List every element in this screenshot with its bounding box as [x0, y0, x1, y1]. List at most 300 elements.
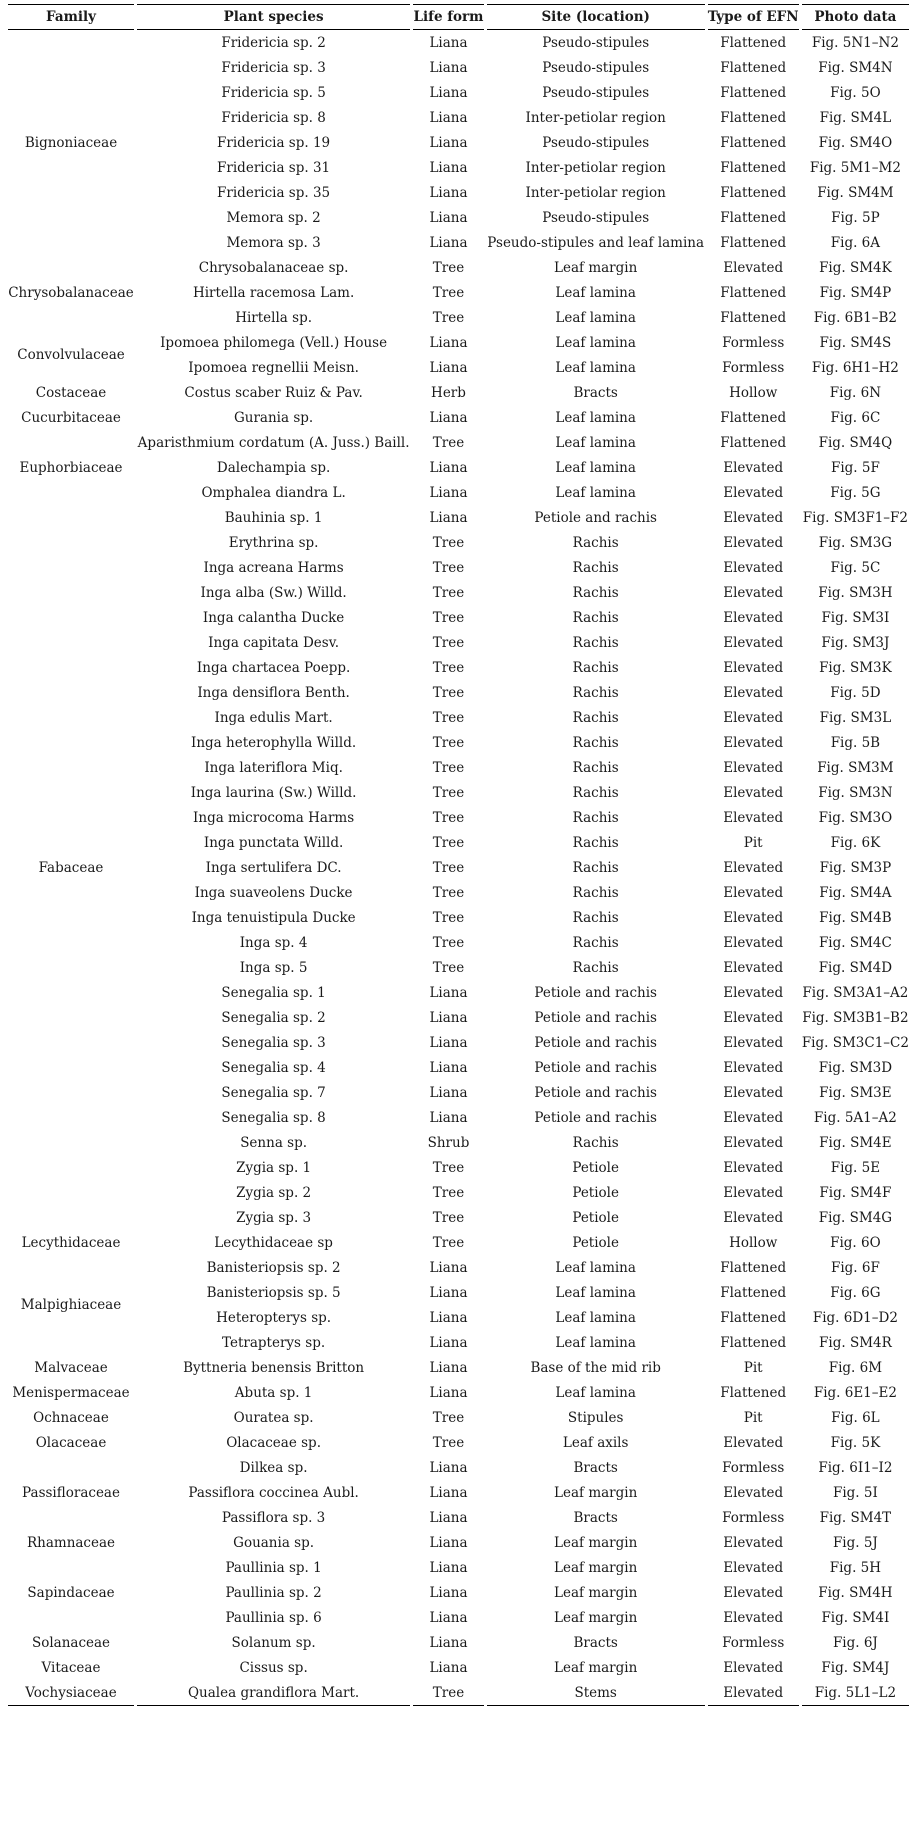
- efn-type-cell: Elevated: [723, 784, 784, 801]
- photo-data-cell: Fig. SM4A: [819, 884, 892, 901]
- species-cell: Inga microcoma Harms: [193, 809, 355, 826]
- species-cell: Ipomoea philomega (Vell.) House: [160, 334, 388, 351]
- life-form-cell: Tree: [432, 959, 465, 976]
- life-form-cell: Liana: [429, 1009, 468, 1026]
- site-cell: Rachis: [572, 809, 619, 826]
- life-form-cell: Tree: [432, 1209, 465, 1226]
- site-cell: Leaf lamina: [555, 1284, 636, 1301]
- site-cell: Rachis: [572, 859, 619, 876]
- life-form-cell: Tree: [432, 1184, 465, 1201]
- site-cell: Bracts: [573, 384, 618, 401]
- life-form-cell: Liana: [429, 1259, 468, 1276]
- life-form-cell: Tree: [432, 1159, 465, 1176]
- life-form-cell: Liana: [429, 84, 468, 101]
- efn-type-cell: Elevated: [723, 684, 784, 701]
- site-cell: Leaf margin: [554, 1609, 638, 1626]
- photo-data-cell: Fig. SM3A1–A2: [802, 984, 909, 1001]
- site-cell: Leaf margin: [554, 1534, 638, 1551]
- family-cell: Convolvulaceae: [17, 347, 125, 363]
- family-cell: Cucurbitaceae: [21, 409, 121, 426]
- site-cell: Rachis: [572, 584, 619, 601]
- efn-type-cell: Elevated: [723, 584, 784, 601]
- photo-data-cell: Fig. 5I: [832, 1484, 878, 1501]
- life-form-cell: Tree: [432, 659, 465, 676]
- life-form-cell: Liana: [429, 1509, 468, 1526]
- life-form-cell: Tree: [413, 1680, 484, 1706]
- efn-type-cell: Elevated: [723, 509, 784, 526]
- efn-type-cell: Flattened: [720, 34, 787, 51]
- table-row: [8, 155, 909, 180]
- site-cell: Leaf lamina: [555, 1384, 636, 1401]
- header-photo-data: Photo data: [802, 4, 909, 30]
- efn-type-cell: Elevated: [723, 1184, 784, 1201]
- photo-data-cell: Fig. 6D1–D2: [812, 1309, 898, 1326]
- site-cell: Stems: [487, 1680, 705, 1706]
- family-cell: Bignoniaceae: [24, 134, 118, 151]
- efn-type-cell: Flattened: [720, 1284, 787, 1301]
- efn-type-cell: Hollow: [729, 1234, 778, 1251]
- life-form-cell: Liana: [429, 184, 468, 201]
- table-row: [8, 355, 909, 380]
- site-cell: Inter-petiolar region: [525, 109, 666, 126]
- life-form-cell: Tree: [432, 834, 465, 851]
- site-cell: Bracts: [573, 1634, 618, 1651]
- efn-type-cell: Pit: [743, 1409, 763, 1426]
- species-cell: Inga sp. 4: [239, 934, 308, 951]
- photo-data-cell: Fig. 5H: [829, 1559, 882, 1576]
- life-form-cell: Liana: [429, 1459, 468, 1476]
- efn-type-cell: Formless: [722, 359, 785, 376]
- efn-type-cell: Hollow: [729, 384, 778, 401]
- species-cell: Dilkea sp.: [239, 1459, 308, 1476]
- site-cell: Leaf lamina: [555, 409, 636, 426]
- site-cell: Rachis: [572, 834, 619, 851]
- site-cell: Rachis: [572, 559, 619, 576]
- table-row: [8, 1630, 909, 1655]
- species-cell: Fridericia sp. 31: [217, 159, 331, 176]
- site-cell: Leaf lamina: [555, 1309, 636, 1326]
- photo-data-cell: Fig. 5K: [830, 1434, 881, 1451]
- table-row: [8, 1655, 909, 1680]
- life-form-cell: Tree: [432, 934, 465, 951]
- site-cell: Rachis: [572, 609, 619, 626]
- species-cell: Senegalia sp. 4: [221, 1059, 326, 1076]
- efn-type-cell: Flattened: [720, 234, 787, 251]
- photo-data-cell: Fig. 5E: [830, 1159, 881, 1176]
- site-cell: Leaf margin: [554, 1484, 638, 1501]
- efn-type-cell: Elevated: [723, 959, 784, 976]
- life-form-cell: Liana: [429, 1034, 468, 1051]
- family-cell: Fabaceae: [38, 859, 104, 876]
- life-form-cell: Liana: [429, 1284, 468, 1301]
- life-form-cell: Liana: [429, 1559, 468, 1576]
- table-row: [8, 130, 909, 155]
- site-cell: Pseudo-stipules and leaf lamina: [487, 234, 705, 251]
- photo-data-cell: Fig. 5G: [830, 484, 881, 501]
- efn-type-cell: Elevated: [723, 859, 784, 876]
- photo-data-cell: Fig. 6N: [829, 384, 882, 401]
- site-cell: Pseudo-stipules: [542, 209, 650, 226]
- life-form-cell: Liana: [429, 1359, 468, 1376]
- table-row: [8, 980, 909, 1005]
- header-life-form: Life form: [413, 4, 484, 30]
- site-cell: Petiole and rachis: [534, 1109, 657, 1126]
- species-cell: Inga suaveolens Ducke: [194, 884, 353, 901]
- photo-data-cell: Fig. 5N1–N2: [811, 34, 899, 51]
- site-cell: Rachis: [572, 959, 619, 976]
- life-form-cell: Tree: [432, 784, 465, 801]
- table-row: [8, 430, 909, 455]
- site-cell: Petiole: [572, 1184, 619, 1201]
- photo-data-cell: Fig. SM3L: [819, 709, 892, 726]
- photo-data-cell: Fig. SM3H: [818, 584, 893, 601]
- efn-type-cell: Elevated: [723, 1209, 784, 1226]
- site-cell: Leaf lamina: [555, 1259, 636, 1276]
- table-row: [8, 1455, 909, 1480]
- life-form-cell: Shrub: [427, 1134, 470, 1151]
- efn-type-cell: Flattened: [720, 1384, 787, 1401]
- efn-type-cell: Elevated: [723, 1609, 784, 1626]
- photo-data-cell: Fig. SM4J: [821, 1659, 890, 1676]
- efn-type-cell: Elevated: [708, 1680, 799, 1706]
- efn-type-cell: Elevated: [723, 1659, 784, 1676]
- species-cell: Ouratea sp.: [233, 1409, 314, 1426]
- table-row: [8, 1305, 909, 1330]
- life-form-cell: Liana: [429, 1484, 468, 1501]
- photo-data-cell: Fig. SM4H: [818, 1584, 893, 1601]
- family-cell: Olacaceae: [35, 1434, 107, 1451]
- site-cell: Leaf lamina: [555, 309, 636, 326]
- site-cell: Petiole: [572, 1234, 619, 1251]
- photo-data-cell: Fig. SM4I: [821, 1609, 890, 1626]
- species-cell: Paullinia sp. 6: [225, 1609, 322, 1626]
- species-cell: Costus scaber Ruiz & Pav.: [184, 384, 363, 401]
- site-cell: Rachis: [572, 909, 619, 926]
- efn-type-cell: Elevated: [723, 459, 784, 476]
- table-row: [8, 1405, 909, 1430]
- life-form-cell: Tree: [432, 634, 465, 651]
- photo-data-cell: Fig. SM4L: [819, 109, 892, 126]
- family-cell: Vitaceae: [41, 1659, 101, 1676]
- species-cell: Ipomoea regnellii Meisn.: [188, 359, 359, 376]
- table-row: [8, 805, 909, 830]
- site-cell: Leaf lamina: [555, 284, 636, 301]
- photo-data-cell: Fig. 5L1–L2: [802, 1680, 909, 1706]
- efn-type-cell: Elevated: [723, 1484, 784, 1501]
- site-cell: Leaf lamina: [555, 1334, 636, 1351]
- efn-type-cell: Flattened: [720, 134, 787, 151]
- life-form-cell: Liana: [429, 1059, 468, 1076]
- species-cell: Inga alba (Sw.) Willd.: [200, 584, 347, 601]
- site-cell: Rachis: [572, 534, 619, 551]
- table-row: [8, 1680, 909, 1706]
- species-cell: Olacaceae sp.: [226, 1434, 321, 1451]
- species-cell: Qualea grandiflora Mart.: [137, 1680, 410, 1706]
- efn-type-cell: Elevated: [723, 734, 784, 751]
- species-cell: Fridericia sp. 8: [221, 109, 326, 126]
- site-cell: Petiole and rachis: [534, 1059, 657, 1076]
- species-cell: Fridericia sp. 2: [221, 34, 326, 51]
- efn-type-cell: Formless: [722, 1509, 785, 1526]
- species-cell: Banisteriopsis sp. 2: [206, 1259, 341, 1276]
- family-cell: Rhamnaceae: [26, 1534, 116, 1551]
- life-form-cell: Liana: [429, 1109, 468, 1126]
- species-cell: Senegalia sp. 2: [221, 1009, 326, 1026]
- site-cell: Rachis: [572, 659, 619, 676]
- family-cell: Malpighiaceae: [20, 1297, 122, 1313]
- life-form-cell: Tree: [432, 734, 465, 751]
- photo-data-cell: Fig. SM4D: [818, 959, 893, 976]
- site-cell: Leaf axils: [562, 1434, 629, 1451]
- efn-type-cell: Elevated: [723, 659, 784, 676]
- species-cell: Memora sp. 3: [226, 234, 321, 251]
- photo-data-cell: Fig. 6A: [830, 234, 881, 251]
- photo-data-cell: Fig. SM3D: [818, 1059, 893, 1076]
- table-row: [8, 930, 909, 955]
- efn-type-cell: Flattened: [720, 84, 787, 101]
- site-cell: Leaf lamina: [555, 334, 636, 351]
- photo-data-cell: Fig. SM3P: [819, 859, 892, 876]
- photo-data-cell: Fig. 5M1–M2: [809, 159, 901, 176]
- life-form-cell: Liana: [429, 134, 468, 151]
- efn-type-cell: Flattened: [720, 284, 787, 301]
- table-row: [8, 1330, 909, 1355]
- life-form-cell: Liana: [429, 1084, 468, 1101]
- life-form-cell: Tree: [432, 259, 465, 276]
- family-cell: Chrysobalanaceae: [8, 284, 134, 301]
- photo-data-cell: Fig. 6K: [830, 834, 881, 851]
- table-body: [8, 30, 909, 1706]
- efn-type-cell: Pit: [743, 1359, 763, 1376]
- species-cell: Dalechampia sp.: [216, 459, 331, 476]
- species-cell: Solanum sp.: [231, 1634, 316, 1651]
- table-row: [8, 455, 909, 480]
- photo-data-cell: Fig. SM4M: [817, 184, 894, 201]
- table-row: [8, 180, 909, 205]
- site-cell: Leaf lamina: [555, 484, 636, 501]
- photo-data-cell: Fig. 6E1–E2: [813, 1384, 897, 1401]
- table-row: [8, 1105, 909, 1130]
- life-form-cell: Herb: [431, 384, 466, 401]
- site-cell: Pseudo-stipules: [542, 134, 650, 151]
- photo-data-cell: Fig. 6M: [828, 1359, 883, 1376]
- life-form-cell: Liana: [429, 159, 468, 176]
- efn-type-cell: Elevated: [723, 709, 784, 726]
- efn-type-cell: Flattened: [720, 184, 787, 201]
- photo-data-cell: Fig. SM4E: [819, 1134, 892, 1151]
- species-cell: Omphalea diandra L.: [201, 484, 346, 501]
- life-form-cell: Liana: [429, 1584, 468, 1601]
- species-cell: Byttneria benensis Britton: [183, 1359, 365, 1376]
- life-form-cell: Liana: [429, 334, 468, 351]
- photo-data-cell: Fig. SM3K: [819, 659, 892, 676]
- table-row: [8, 655, 909, 680]
- species-cell: Aparisthmium cordatum (A. Juss.) Baill.: [137, 434, 410, 451]
- species-cell: Inga chartacea Poepp.: [196, 659, 351, 676]
- table-row: [8, 55, 909, 80]
- site-cell: Inter-petiolar region: [525, 184, 666, 201]
- life-form-cell: Liana: [429, 359, 468, 376]
- site-cell: Petiole and rachis: [534, 1009, 657, 1026]
- species-cell: Inga lateriflora Miq.: [204, 759, 343, 776]
- photo-data-cell: Fig. SM3F1–F2: [802, 509, 909, 526]
- species-cell: Paullinia sp. 1: [225, 1559, 322, 1576]
- efn-type-cell: Elevated: [723, 259, 784, 276]
- photo-data-cell: Fig. SM3O: [818, 809, 893, 826]
- photo-data-cell: Fig. 6I1–I2: [818, 1459, 893, 1476]
- species-cell: Fridericia sp. 3: [221, 59, 326, 76]
- photo-data-cell: Fig. SM4O: [818, 134, 893, 151]
- site-cell: Rachis: [572, 634, 619, 651]
- species-cell: Inga heterophylla Willd.: [191, 734, 357, 751]
- efn-type-cell: Flattened: [720, 434, 787, 451]
- photo-data-cell: Fig. 5J: [832, 1534, 878, 1551]
- photo-data-cell: Fig. SM3G: [818, 534, 893, 551]
- photo-data-cell: Fig. SM3I: [821, 609, 890, 626]
- family-cell: Malvaceae: [34, 1359, 108, 1376]
- species-cell: Passiflora sp. 3: [221, 1509, 326, 1526]
- efn-type-cell: Elevated: [723, 909, 784, 926]
- efn-type-cell: Formless: [722, 334, 785, 351]
- efn-type-cell: Elevated: [723, 984, 784, 1001]
- table-row: [8, 555, 909, 580]
- table-row: [8, 1180, 909, 1205]
- table-row: [8, 80, 909, 105]
- efn-type-cell: Formless: [722, 1459, 785, 1476]
- species-cell: Inga sertulifera DC.: [205, 859, 342, 876]
- life-form-cell: Liana: [429, 1659, 468, 1676]
- family-cell: Solanaceae: [31, 1634, 111, 1651]
- species-cell: Erythrina sp.: [228, 534, 319, 551]
- site-cell: Rachis: [572, 709, 619, 726]
- species-cell: Fridericia sp. 35: [217, 184, 331, 201]
- efn-type-cell: Flattened: [720, 1259, 787, 1276]
- species-cell: Bauhinia sp. 1: [224, 509, 323, 526]
- table-row: [8, 230, 909, 255]
- family-cell: Costaceae: [35, 384, 107, 401]
- table-row: [8, 1230, 909, 1255]
- photo-data-cell: Fig. 6F: [830, 1259, 880, 1276]
- table-row: [8, 205, 909, 230]
- site-cell: Bracts: [573, 1509, 618, 1526]
- species-cell: Chrysobalanaceae sp.: [198, 259, 349, 276]
- species-cell: Fridericia sp. 5: [221, 84, 326, 101]
- table-row: [8, 1255, 909, 1280]
- table-row: [8, 780, 909, 805]
- species-cell: Inga laurina (Sw.) Willd.: [190, 784, 357, 801]
- species-cell: Senna sp.: [240, 1134, 308, 1151]
- species-cell: Banisteriopsis sp. 5: [206, 1284, 341, 1301]
- photo-data-cell: Fig. 6H1–H2: [811, 359, 899, 376]
- table-row: [8, 680, 909, 705]
- species-cell: Zygia sp. 2: [236, 1184, 312, 1201]
- site-cell: Leaf lamina: [555, 359, 636, 376]
- table-row: [8, 580, 909, 605]
- efn-type-cell: Elevated: [723, 884, 784, 901]
- efn-type-cell: Elevated: [723, 809, 784, 826]
- efn-type-cell: Elevated: [723, 534, 784, 551]
- photo-data-cell: Fig. 5D: [830, 684, 881, 701]
- table-row: [8, 730, 909, 755]
- site-cell: Stipules: [567, 1409, 624, 1426]
- species-cell: Hirtella racemosa Lam.: [192, 284, 355, 301]
- efn-type-cell: Elevated: [723, 1109, 784, 1126]
- species-cell: Memora sp. 2: [226, 209, 321, 226]
- site-cell: Leaf margin: [554, 1659, 638, 1676]
- efn-type-cell: Elevated: [723, 634, 784, 651]
- photo-data-cell: Fig. SM4S: [819, 334, 892, 351]
- photo-data-cell: Fig. SM4G: [818, 1209, 893, 1226]
- efn-type-cell: Pit: [743, 834, 763, 851]
- table-row: [8, 955, 909, 980]
- photo-data-cell: Fig. 6B1–B2: [813, 309, 898, 326]
- table-row: [8, 1555, 909, 1580]
- site-cell: Petiole and rachis: [534, 984, 657, 1001]
- table-row: [8, 630, 909, 655]
- species-cell: Inga calantha Ducke: [202, 609, 345, 626]
- site-cell: Pseudo-stipules: [542, 84, 650, 101]
- species-cell: Inga tenuistipula Ducke: [191, 909, 356, 926]
- efn-type-cell: Elevated: [723, 1009, 784, 1026]
- photo-data-cell: Fig. 5F: [830, 459, 880, 476]
- photo-data-cell: Fig. 5B: [830, 734, 881, 751]
- site-cell: Base of the mid rib: [530, 1359, 661, 1376]
- site-cell: Pseudo-stipules: [542, 59, 650, 76]
- efn-type-cell: Elevated: [723, 1559, 784, 1576]
- table-row: [8, 1280, 909, 1305]
- site-cell: Rachis: [572, 759, 619, 776]
- table-row: [8, 305, 909, 330]
- photo-data-cell: Fig. SM4B: [819, 909, 892, 926]
- species-cell: Inga capitata Desv.: [208, 634, 340, 651]
- table-header: [8, 4, 909, 30]
- life-form-cell: Tree: [432, 309, 465, 326]
- life-form-cell: Tree: [432, 909, 465, 926]
- family-cell: Sapindaceae: [27, 1584, 115, 1601]
- life-form-cell: Liana: [429, 1309, 468, 1326]
- life-form-cell: Liana: [429, 1334, 468, 1351]
- family-cell: Lecythidaceae: [21, 1234, 121, 1251]
- species-cell: Lecythidaceae sp: [214, 1234, 333, 1251]
- species-cell: Inga densiflora Benth.: [197, 684, 350, 701]
- efn-type-cell: Elevated: [723, 1434, 784, 1451]
- table-row: [8, 1530, 909, 1555]
- life-form-cell: Liana: [429, 509, 468, 526]
- photo-data-cell: Fig. SM3N: [818, 784, 893, 801]
- photo-data-cell: Fig. SM3J: [821, 634, 890, 651]
- efn-type-cell: Elevated: [723, 1134, 784, 1151]
- efn-species-table: [5, 4, 912, 1706]
- photo-data-cell: Fig. 5P: [831, 209, 880, 226]
- header-type-of-efn: Type of EFN: [708, 4, 799, 30]
- life-form-cell: Liana: [429, 1534, 468, 1551]
- efn-type-cell: Elevated: [723, 759, 784, 776]
- efn-type-cell: Flattened: [720, 409, 787, 426]
- table-row: [8, 1355, 909, 1380]
- site-cell: Petiole and rachis: [534, 1084, 657, 1101]
- site-cell: Rachis: [572, 784, 619, 801]
- species-cell: Senegalia sp. 8: [221, 1109, 326, 1126]
- efn-type-cell: Elevated: [723, 484, 784, 501]
- site-cell: Rachis: [572, 884, 619, 901]
- header-plant-species: Plant species: [137, 4, 410, 30]
- life-form-cell: Tree: [432, 884, 465, 901]
- species-cell: Tetrapterys sp.: [222, 1334, 326, 1351]
- efn-type-cell: Elevated: [723, 609, 784, 626]
- table-row: [8, 830, 909, 855]
- photo-data-cell: Fig. 6J: [832, 1634, 878, 1651]
- species-cell: Passiflora coccinea Aubl.: [188, 1484, 359, 1501]
